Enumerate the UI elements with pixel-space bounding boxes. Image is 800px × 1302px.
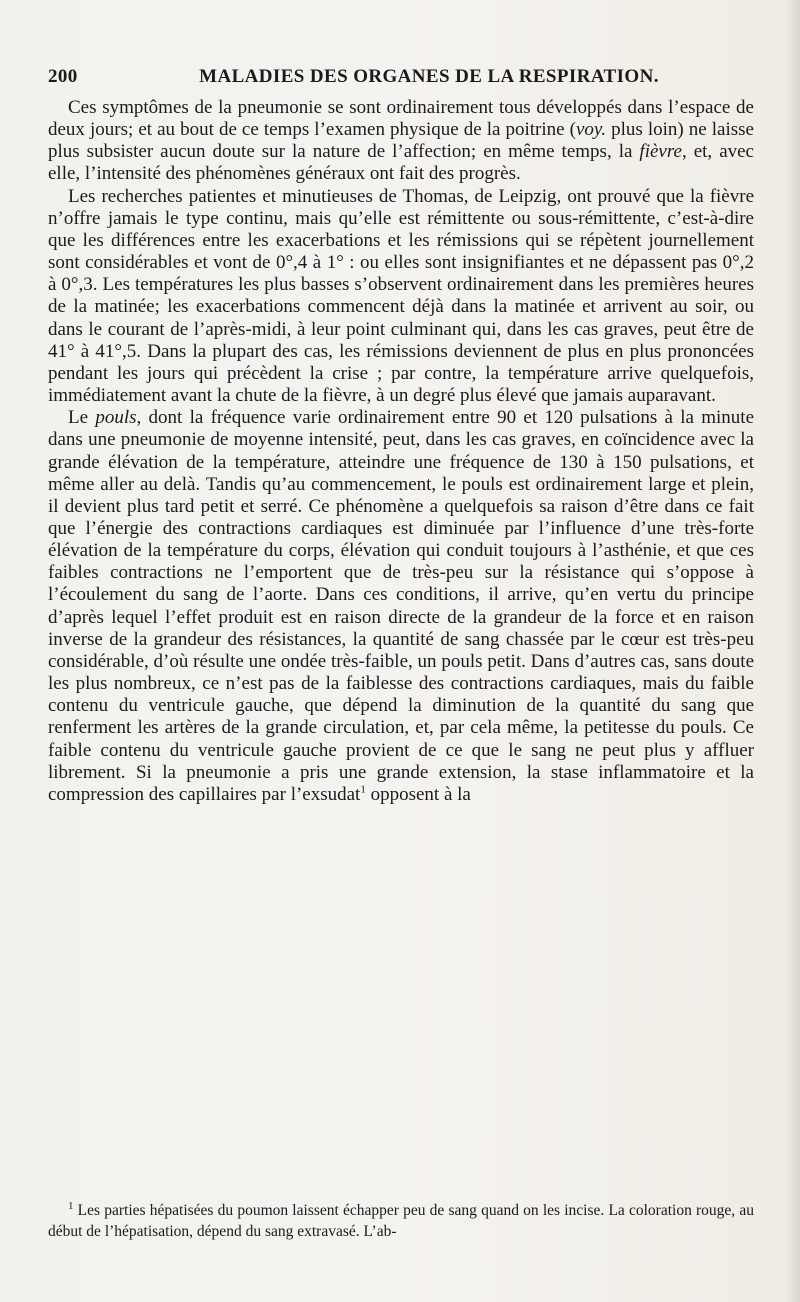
paragraph-3: Le pouls, dont la fréquence varie ordinairement entre 90 et 120 pulsations à la minute dans une pneumonie de moyenne intensité, peut, dans les cas graves, en coïncidence avec la grande élévation de la température, atteindre une fréquence de 130 à 150 pulsations, et même aller au delà. Tandis qu’au commencement, le pouls est ordinairement large et plein, il devient plus tard petit et serré. Ce phénomène a quelquefois sa raison d’être dans ce fait que l’énergie des contractions cardiaques est diminuée par l’influence d’une très-forte élévation de la température du corps, élévation qui conduit toujours à l’asthénie, et que ces faibles contractions ne l’emportent que de très-peu sur la résistance qui s’oppose à l’écoulement du sang de l’aorte. Dans ces conditions, il arrive, qu’en vertu du principe d’après lequel l’effet produit est en raison directe de la grandeur de la force et en raison inverse de la grandeur des résistances, la quantité de sang chassée par le cœur est très-peu considérable, d’où résulte une ondée très-faible, un pouls petit. Dans d’autres cas, sans doute les plus nombreux, ce n’est pas de la faiblesse des contractions cardiaques, mais du faible contenu du ventricule gauche, que dépend la diminution de la quantité du sang que renferment les artères de la grande circulation, et, par cela même, la petitesse du pouls. Ce faible contenu du ventricule gauche provient de ce que le sang ne peut plus y affluer librement. Si la pneumonie a pris une grande extension, la stase inflammatoire et la compression des capillaires par l’exsudat$^1$ opposent à la <box>48 407 754 805</box>
page-edge-shadow <box>786 0 800 1302</box>
paragraph-2: Les recherches patientes et minutieuses de Thomas, de Leipzig, ont prouvé que la fièvre n’offre jamais le type continu, mais qu’elle est rémittente ou sous-rémittente, c’est-à-dire que les différences entre les exacerbations et les rémissions qui se répètent journellement sont considérables et vont de 0°,4 à 1° : ou elles sont insignifiantes et ne dépassent pas 0°,2 à 0°,3. Les températures les plus basses s’observent ordinairement dans les premières heures de la matinée; les exacerbations commencent déjà dans la matinée et arrivent au soir, ou dans le courant de l’après-midi, à leur point culminant qui, dans les cas graves, peut être de 41° à 41°,5. Dans la plupart des cas, les rémissions deviennent de plus en plus prononcées pendant les jours qui précèdent la crise ; par contre, la température arrive quelquefois, immédiatement avant la chute de la fièvre, à un degré plus élevé que jamais auparavant. <box>48 185 754 407</box>
footnotes <box>48 1200 754 1242</box>
voy-abbrev: voy. <box>575 119 607 141</box>
footnote-mark: 1 <box>68 1199 74 1212</box>
running-title: MALADIES DES ORGANES DE LA RESPIRATION. <box>199 66 659 87</box>
body-text <box>48 97 754 806</box>
running-head <box>48 66 748 92</box>
pouls-term: pouls <box>95 407 137 429</box>
fievre-term: fièvre <box>639 141 682 163</box>
paragraph-1: Ces symptômes de la pneumonie se sont ordinairement tous développés dans l’espace de deux jours; et au bout de ce temps l’examen physique de la poitrine (voy. plus loin) ne laisse plus subsister aucun doute sur la nature de l’affection; en même temps, la fièvre, et, avec elle, l’intensité des phénomènes généraux ont fait des progrès. <box>48 97 754 185</box>
footnote-1: $^1$ Les parties hépatisées du poumon laissent échapper peu de sang quand on les incise. La coloration rouge, au début de l’hépatisation, dépend du sang extravasé. L’ab- <box>48 1199 754 1240</box>
footnote-reference[interactable]: 1 <box>360 783 366 796</box>
page-number: 200 <box>48 66 78 87</box>
